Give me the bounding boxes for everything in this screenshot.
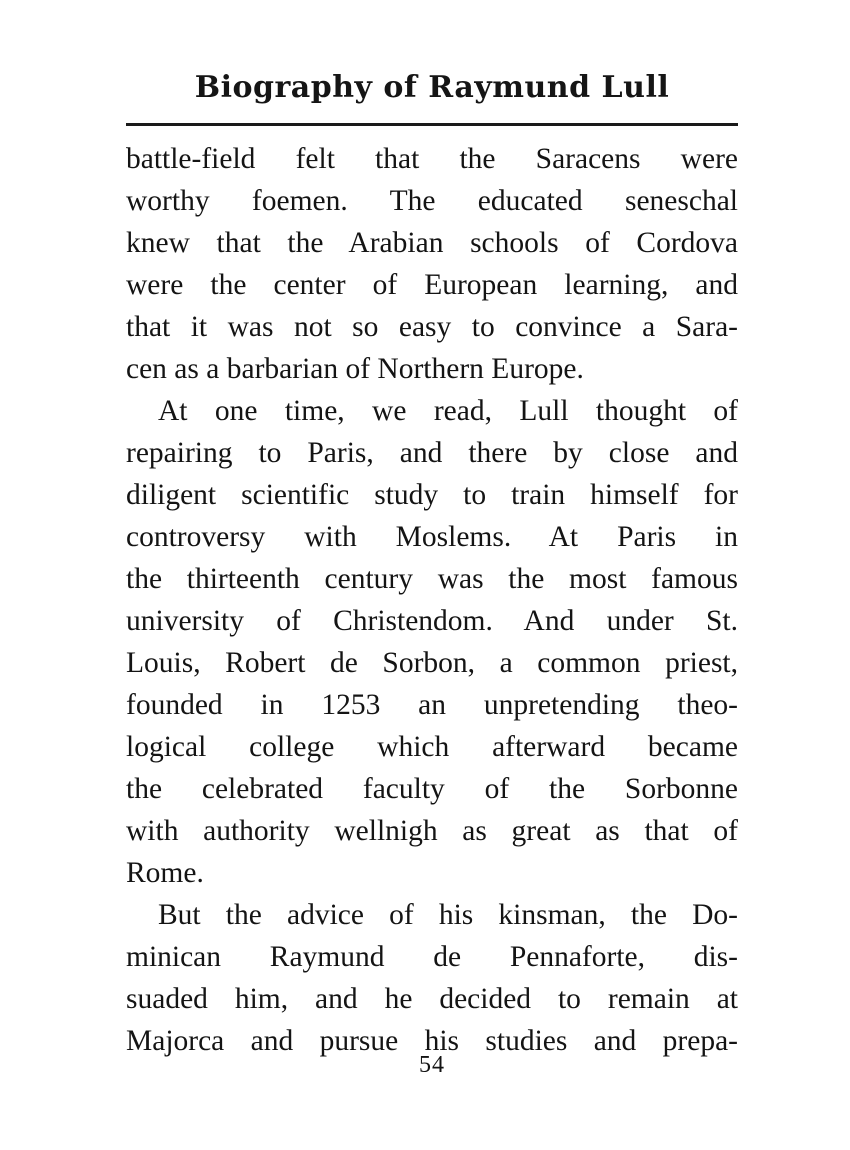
text-line: Rome. [126,857,204,889]
text-line: founded in 1253 an unpretending theo- [126,689,738,721]
text-line: with authority wellnigh as great as that of [126,815,738,847]
body-text [126,138,738,1062]
text-line: the celebrated faculty of the Sorbonne [126,773,738,805]
running-head: Biography of Raymund Lull [194,70,670,105]
text-line: suaded him, and he decided to remain at [126,983,738,1015]
text-line: were the center of European learning, and [126,269,738,301]
page-number: 54 [419,1052,445,1078]
text-line: minican Raymund de Pennaforte, dis- [126,941,738,973]
text-line: that it was not so easy to convince a Sara- [126,311,738,343]
text-line: university of Christendom. And under St. [126,605,738,637]
text-line: But the advice of his kinsman, the Do- [158,899,738,931]
text-line: cen as a barbarian of Northern Europe. [126,353,584,385]
text-line: At one time, we read, Lull thought of [158,395,738,427]
header-rule [126,123,738,126]
text-line: diligent scientific study to train himself for [126,479,738,511]
text-line: battle-field felt that the Saracens were [126,143,738,175]
text-line: knew that the Arabian schools of Cordova [126,227,738,259]
text-line: logical college which afterward became [126,731,738,763]
text-line: Majorca and pursue his studies and prepa- [126,1025,738,1057]
text-line: Louis, Robert de Sorbon, a common priest, [126,647,738,679]
text-line: the thirteenth century was the most famous [126,563,738,595]
text-line: worthy foemen. The educated seneschal [126,185,738,217]
text-line: repairing to Paris, and there by close and [126,437,738,469]
text-line: controversy with Moslems. At Paris in [126,521,738,553]
